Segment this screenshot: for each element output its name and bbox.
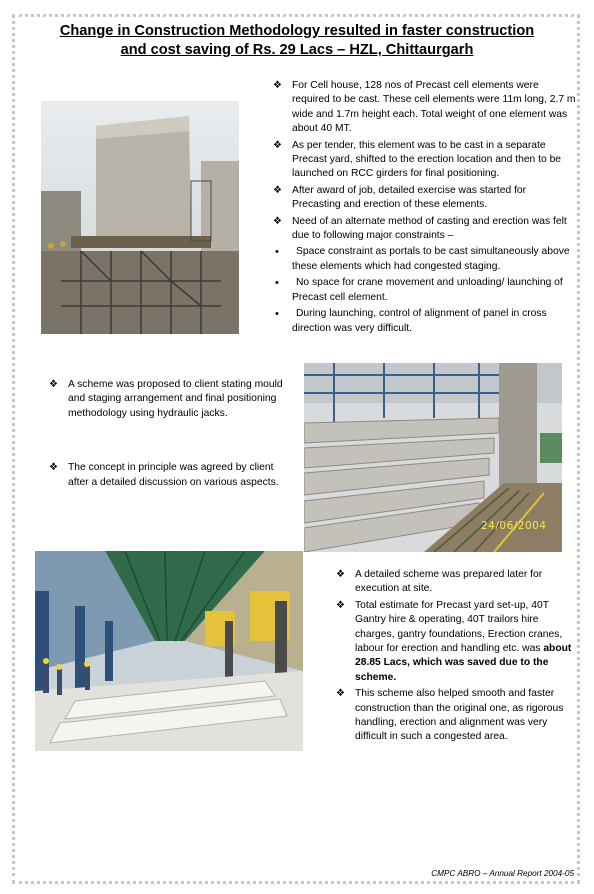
savings-highlight: about 28.85 Lacs, which was saved due to the scheme. (355, 643, 572, 683)
dot-bullet-icon: • (275, 308, 279, 321)
photo-date-stamp: 24/06/2004 (481, 520, 547, 532)
diamond-bullet-icon: ❖ (49, 462, 58, 474)
list-item: ❖ Total estimate for Precast yard set-up, 40T Gantry hire & operating, 40T trailors hire charges, gantry foundations, Erection cranes, labour for erection and handling etc. was about 28.85 Lacs, which was saved due to the scheme. (336, 599, 572, 683)
list-item: ❖ A scheme was proposed to client stating mould and staging arrangement and final positioning methodology using hydraulic jacks. (49, 379, 283, 419)
list-item: ❖ Need of an alternate method of casting and erection was felt due to following major constraints – (273, 215, 567, 242)
diamond-bullet-icon: ❖ (273, 139, 282, 151)
list-item: ❖ This scheme also helped smooth and faster construction than the original one, as rigorous handling, erection and alignment was very difficult in such a congested area. (336, 688, 564, 743)
page-title (22, 22, 572, 60)
dot-bullet-icon: • (275, 277, 279, 290)
diamond-bullet-icon: ❖ (336, 599, 345, 611)
list-item: ❖ A detailed scheme was prepared later for execution at site. (336, 569, 543, 595)
title-line-2: and cost saving of Rs. 29 Lacs – HZL, Chittaurgarh (120, 42, 474, 58)
diamond-bullet-icon: ❖ (273, 215, 282, 227)
diamond-bullet-icon: ❖ (49, 379, 58, 390)
photo-precast-element (41, 101, 239, 334)
diamond-bullet-icon: ❖ (336, 569, 345, 580)
list-item: ❖ For Cell house, 128 nos of Precast cell elements were required to be cast. These cell elements were 11m long, 2.7 m wide and 1.7m height each. Total weight of one element was about 40 MT. (273, 80, 576, 135)
title-line-1: Change in Construction Methodology resulted in faster construction (59, 23, 535, 39)
footer-text: CMPC ABRO – Annual Report 2004-05 (431, 869, 574, 878)
section3-bullets (336, 568, 576, 747)
list-item: ❖ After award of job, detailed exercise was started for Precasting and erection of these elements. (273, 184, 527, 211)
list-item: • No space for crane movement and unloading/ launching of Precast cell element. (275, 277, 563, 303)
diamond-bullet-icon: ❖ (336, 688, 345, 700)
section2-bullets (49, 378, 289, 492)
list-item: • During launching, control of alignment of panel in cross direction was very difficult. (275, 308, 547, 334)
diamond-bullet-icon: ❖ (273, 80, 282, 91)
list-item: ❖ As per tender, this element was to be cast in a separate Precast yard, shifted to the erection location and then to be launched on RCC girders for final positioning. (273, 139, 562, 180)
list-item: • Space constraint as portals to be cast simultaneously above these elements which had congested staging. (275, 246, 570, 272)
photo-industrial-hall (35, 551, 303, 751)
diamond-bullet-icon: ❖ (273, 184, 282, 196)
section1-bullets (273, 79, 576, 338)
dot-bullet-icon: • (275, 246, 279, 259)
list-item: ❖ The concept in principle was agreed by client after a detailed discussion on various aspects. (49, 462, 279, 488)
